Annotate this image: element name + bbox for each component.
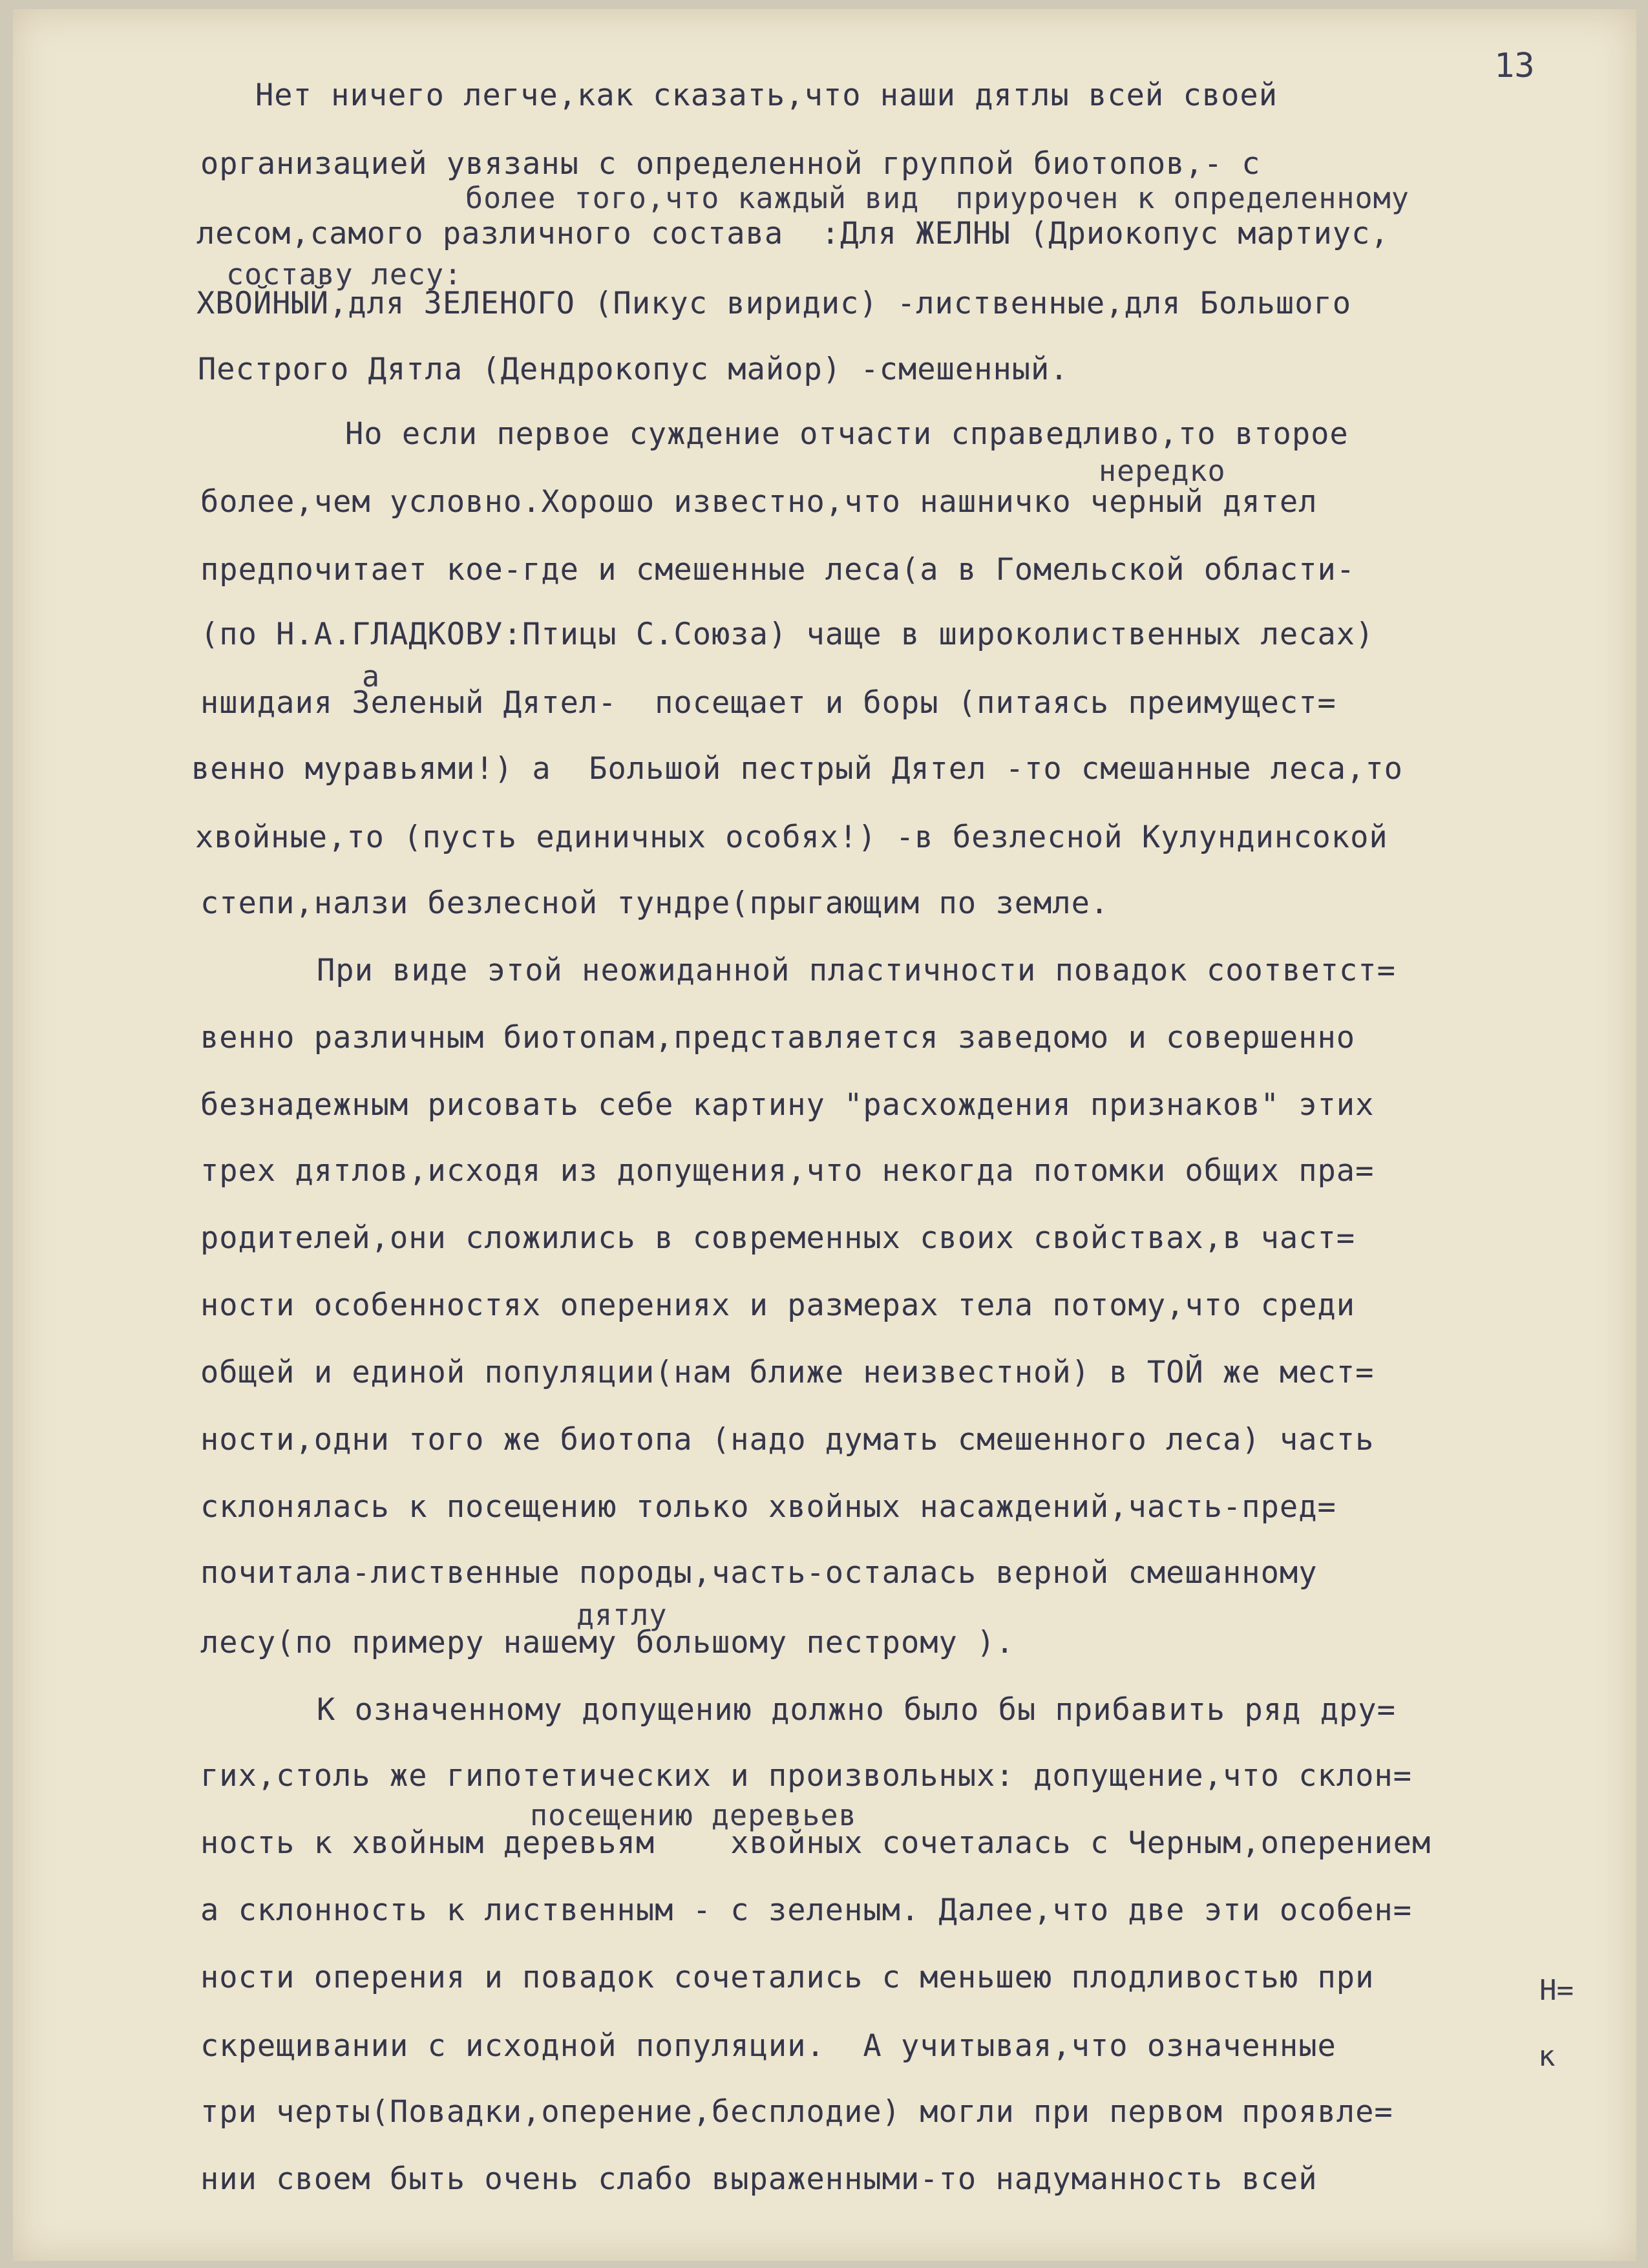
typed-page	[13, 9, 1636, 2261]
margin-correction: к	[1538, 2040, 1556, 2073]
interlinear-insertion: а	[362, 659, 381, 694]
interlinear-insertion: нередко	[1099, 454, 1226, 488]
text-line: ности,одни того же биотопа (надо думать смешенного леса) часть	[200, 1422, 1375, 1457]
text-line: гих,столь же гипотетических и произвольных: допущение,что склон=	[200, 1758, 1412, 1794]
text-line: более,чем условно.Хорошо известно,что нашничко черный дятел	[200, 484, 1318, 520]
page-number: 13	[1494, 47, 1535, 85]
text-line: родителей,они сложились в современных своих свойствах,в част=	[200, 1220, 1356, 1256]
text-line: Но если первое суждение отчасти справедливо,то второе	[345, 416, 1349, 452]
interlinear-insertion: посещению деревьев	[530, 1798, 857, 1832]
text-line: предпочитает кое-где и смешенные леса(а в Гомельской области-	[200, 552, 1356, 588]
text-line: ности особенностях оперениях и размерах тела потому,что среди	[200, 1288, 1356, 1323]
text-line: К означенному допущению должно было бы прибавить ряд дру=	[317, 1692, 1396, 1728]
text-line: три черты(Повадки,оперение,бесплодие) могли при первом проявле=	[200, 2094, 1393, 2130]
text-line: организацией увязаны с определенной группой биотопов,- с	[200, 146, 1261, 182]
text-line: степи,налзи безлесной тундре(прыгающим по земле.	[200, 885, 1110, 921]
text-line: лесом,самого различного состава :Для ЖЕЛНЫ (Дриокопус мартиус,	[196, 216, 1389, 251]
text-line: трех дятлов,исходя из допущения,что некогда потомки общих пра=	[200, 1153, 1375, 1189]
interlinear-insertion: составу лесу:	[226, 257, 463, 291]
text-line: (по Н.А.ГЛАДКОВУ:Птицы С.Союза) чаще в широколиственных лесах)	[200, 617, 1375, 652]
text-line: хвойные,то (пусть единичных особях!) -в безлесной Кулундинсокой	[195, 820, 1388, 855]
text-line: ХВОЙНЫЙ,для ЗЕЛЕНОГО (Пикус виридис) -лиственные,для Большого	[196, 286, 1352, 321]
text-line: венно муравьями!) а Большой пестрый Дятел -то смешанные леса,то	[191, 751, 1403, 787]
text-line: склонялась к посещению только хвойных насаждений,часть-пред=	[200, 1489, 1336, 1525]
margin-correction: Н=	[1539, 1974, 1574, 2007]
text-line: ность к хвойным деревьям хвойных сочеталась с Черным,оперением	[200, 1825, 1431, 1861]
text-line: При виде этой неожиданной пластичности повадок соответст=	[317, 953, 1396, 988]
text-line: нии своем быть очень слабо выраженными-то надуманность всей	[200, 2161, 1318, 2197]
text-line: общей и единой популяции(нам ближе неизвестной) в ТОЙ же мест=	[200, 1355, 1375, 1390]
text-line: Нет ничего легче,как сказать,что наши дятлы всей своей	[255, 78, 1278, 113]
text-line: венно различным биотопам,представляется заведомо и совершенно	[200, 1020, 1356, 1055]
text-line: ншидаия Зеленый Дятел- посещает и боры (питаясь преимущест=	[200, 685, 1336, 721]
interlinear-insertion: более того,что каждый вид приурочен к определенному	[465, 181, 1410, 215]
text-line: лесу(по примеру нашему большому пестрому ).	[200, 1625, 1015, 1660]
text-line: безнадежным рисовать себе картину "расхождения признаков" этих	[200, 1087, 1375, 1123]
text-line: ности оперения и повадок сочетались с меньшею плодливостью при	[200, 1960, 1375, 1995]
text-line: Пестрого Дятла (Дендрокопус майор) -смешенный.	[198, 352, 1069, 387]
text-line: почитала-лиственные породы,часть-осталась верной смешанному	[200, 1555, 1318, 1591]
interlinear-insertion: дятлу	[576, 1598, 668, 1632]
text-line: скрещивании с исходной популяции. А учитывая,что означенные	[200, 2028, 1336, 2064]
text-line: а склонность к лиственным - с зеленым. Далее,что две эти особен=	[200, 1892, 1412, 1928]
